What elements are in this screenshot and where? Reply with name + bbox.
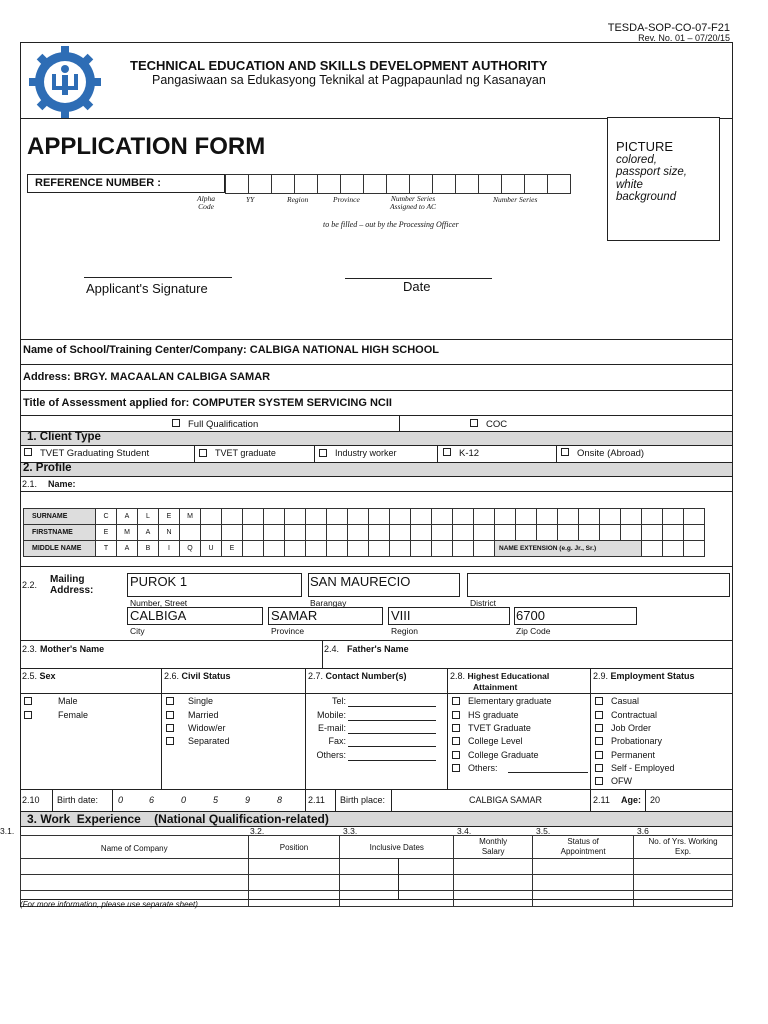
assessment-row: Title of Assessment applied for: COMPUTER SYSTEM SERVICING NCII xyxy=(23,397,392,409)
address-value: BRGY. MACAALAN CALBIGA SAMAR xyxy=(73,371,271,383)
tel-label: Tel: xyxy=(331,696,346,706)
work-col-no-3: 3.3. xyxy=(343,826,358,836)
emp-permanent-checkbox[interactable]: Permanent xyxy=(595,750,655,760)
emp-casual-checkbox[interactable]: Casual xyxy=(595,696,639,706)
education-heading-2: Attainment xyxy=(473,682,518,692)
middlename-letter[interactable]: U xyxy=(201,541,222,557)
revision: Rev. No. 01 – 07/20/15 xyxy=(638,33,730,43)
surname-letter[interactable]: E xyxy=(159,509,180,525)
middlename-letter[interactable]: Q xyxy=(180,541,201,557)
work-col-salary: Monthly Salary xyxy=(454,836,533,859)
picture-desc-1: colored, xyxy=(616,154,657,166)
school-value: CALBIGA NATIONAL HIGH SCHOOL xyxy=(249,344,439,356)
birthdate-digit[interactable]: 8 xyxy=(277,795,283,805)
sex-male-checkbox[interactable]: Male xyxy=(24,696,78,706)
name-grid xyxy=(23,508,705,557)
mother-label[interactable]: Mother's Name xyxy=(40,644,105,654)
assessment-value: COMPUTER SYSTEM SERVICING NCII xyxy=(192,397,392,409)
civil-separated-checkbox[interactable]: Separated xyxy=(166,736,230,746)
work-col-no-6: 3.6 xyxy=(637,826,649,836)
mailing-label-2: Address: xyxy=(50,585,94,596)
father-label[interactable]: Father's Name xyxy=(347,644,409,654)
work-col-years: No. of Yrs. Working Exp. xyxy=(634,836,733,859)
picture-label: PICTURE xyxy=(616,139,674,154)
father-no: 2.4. xyxy=(324,644,340,654)
edu-hs-checkbox[interactable]: HS graduate xyxy=(452,710,519,720)
work-col-dates: Inclusive Dates xyxy=(340,836,454,859)
name-section-label: Name: xyxy=(48,479,76,489)
client-onsite-abroad-checkbox[interactable]: Onsite (Abroad) xyxy=(561,448,644,459)
birthplace-label: Birth place: xyxy=(340,795,386,805)
mother-no: 2.3. xyxy=(22,644,38,654)
edu-college-grad-checkbox[interactable]: College Graduate xyxy=(452,750,539,760)
picture-desc-3: white xyxy=(616,179,643,191)
birthplace-value[interactable]: CALBIGA SAMAR xyxy=(469,795,543,805)
picture-desc-2: passport size, xyxy=(616,166,687,178)
education-heading: 2.8. Highest Educational xyxy=(450,671,550,681)
middlename-letter[interactable]: I xyxy=(159,541,180,557)
ref-sub-yy: YY xyxy=(246,195,255,204)
ref-sub-region: Region xyxy=(287,195,309,204)
birthdate-digit[interactable]: 5 xyxy=(213,795,219,805)
client-k12-checkbox[interactable]: K-12 xyxy=(443,448,479,459)
fax-field[interactable] xyxy=(348,746,436,747)
tel-field[interactable] xyxy=(348,706,436,707)
client-tvet-graduate-checkbox[interactable]: TVET graduate xyxy=(199,448,276,458)
province-field[interactable]: SAMAR xyxy=(271,608,318,623)
district-caption: District xyxy=(470,598,496,608)
city-field[interactable]: CALBIGA xyxy=(130,608,187,623)
birthdate-no: 2.10 xyxy=(22,795,40,805)
employment-heading: 2.9. Employment Status xyxy=(593,671,695,681)
barangay-field[interactable]: SAN MAURECIO xyxy=(310,574,411,589)
ref-sub-alpha: Alpha Code xyxy=(197,194,215,211)
middlename-letter[interactable]: E xyxy=(222,541,243,557)
barangay-caption: Barangay xyxy=(310,598,347,608)
others-field[interactable] xyxy=(348,760,436,761)
edu-tvet-checkbox[interactable]: TVET Graduate xyxy=(452,723,531,733)
work-col-status: Status of Appointment xyxy=(533,836,634,859)
email-field[interactable] xyxy=(348,733,436,734)
ref-sub-series: Number Series xyxy=(493,195,538,204)
surname-letter[interactable]: A xyxy=(117,509,138,525)
mobile-field[interactable] xyxy=(348,720,436,721)
age-no: 2.11 xyxy=(593,795,610,805)
firstname-row xyxy=(24,525,705,541)
civil-heading: 2.6. Civil Status xyxy=(164,671,231,681)
work-experience-table xyxy=(20,835,733,907)
firstname-letter[interactable]: E xyxy=(96,525,117,541)
surname-letter[interactable]: M xyxy=(180,509,201,525)
firstname-letter[interactable]: A xyxy=(138,525,159,541)
edu-college-level-checkbox[interactable]: College Level xyxy=(452,736,523,746)
birthdate-digit[interactable]: 6 xyxy=(149,795,155,805)
birthdate-digit[interactable]: 0 xyxy=(181,795,187,805)
others-label: Others: xyxy=(316,750,346,760)
table-row xyxy=(21,859,733,875)
emp-job-order-checkbox[interactable]: Job Order xyxy=(595,723,651,733)
agency-name-tagalog: Pangasiwaan sa Edukasyong Teknikal at Pagpapaunlad ng Kasanayan xyxy=(152,73,546,87)
address-row: Address: BRGY. MACAALAN CALBIGA SAMAR xyxy=(23,371,271,383)
age-value[interactable]: 20 xyxy=(650,795,661,805)
form-title: APPLICATION FORM xyxy=(27,133,266,160)
street-caption: Number, Street xyxy=(130,598,188,608)
middlename-label: MIDDLE NAME xyxy=(24,541,96,557)
district-field[interactable] xyxy=(467,573,730,597)
reference-label: REFERENCE NUMBER : xyxy=(35,177,161,189)
reference-number-boxes[interactable] xyxy=(225,174,571,194)
firstname-label: FIRSTNAME xyxy=(24,525,96,541)
surname-label: SURNAME xyxy=(24,509,96,525)
client-type-title: 1. Client Type xyxy=(27,431,101,443)
mailing-label-1: Mailing xyxy=(50,574,85,585)
civil-single-checkbox[interactable]: Single xyxy=(166,696,213,706)
street-field[interactable]: PUROK 1 xyxy=(130,574,188,589)
school-row: Name of School/Training Center/Company: CALBIGA NATIONAL HIGH SCHOOL xyxy=(23,344,439,356)
firstname-letter[interactable]: N xyxy=(159,525,180,541)
emp-self-employed-checkbox[interactable]: Self - Employed xyxy=(595,763,675,773)
name-section-no: 2.1. xyxy=(22,479,38,489)
work-col-position: Position xyxy=(248,836,340,859)
middlename-letter[interactable]: B xyxy=(138,541,159,557)
fax-label: Fax: xyxy=(328,736,346,746)
sex-female-checkbox[interactable]: Female xyxy=(24,710,88,720)
civil-married-checkbox[interactable]: Married xyxy=(166,710,219,720)
work-col-no-1: 3.1. xyxy=(0,826,15,836)
work-experience-title: 3. Work Experience (National Qualification-related) xyxy=(27,812,329,826)
zip-caption: Zip Code xyxy=(516,626,551,636)
edu-others-field[interactable] xyxy=(508,772,588,773)
edu-others-checkbox[interactable]: Others: xyxy=(452,763,498,773)
agency-name: TECHNICAL EDUCATION AND SKILLS DEVELOPMENT AUTHORITY xyxy=(130,58,548,73)
profile-title: 2. Profile xyxy=(23,462,72,474)
surname-row xyxy=(24,509,705,525)
city-caption: City xyxy=(130,626,145,636)
surname-letter[interactable]: L xyxy=(138,509,159,525)
middlename-letter[interactable]: T xyxy=(96,541,117,557)
civil-widower-checkbox[interactable]: Widow/er xyxy=(166,723,226,733)
emp-probationary-checkbox[interactable]: Probationary xyxy=(595,736,662,746)
ref-sub-province: Province xyxy=(333,195,360,204)
birthdate-label: Birth date: xyxy=(57,795,99,805)
firstname-letter[interactable]: M xyxy=(117,525,138,541)
signature-label: Applicant's Signature xyxy=(86,281,208,296)
emp-contractual-checkbox[interactable]: Contractual xyxy=(595,710,657,720)
mobile-label: Mobile: xyxy=(316,710,346,720)
form-code: TESDA-SOP-CO-07-F21 xyxy=(607,22,730,34)
full-qualification-checkbox[interactable]: Full Qualification xyxy=(172,419,258,430)
province-caption: Province xyxy=(271,626,305,636)
table-row xyxy=(21,875,733,891)
tesda-logo-icon xyxy=(27,44,103,120)
birthdate-digit[interactable]: 9 xyxy=(245,795,251,805)
ref-sub-series-ac: Number Series Assigned to AC xyxy=(389,194,437,211)
middlename-row xyxy=(24,541,705,557)
emp-ofw-checkbox[interactable]: OFW xyxy=(595,776,632,786)
client-industry-worker-checkbox[interactable]: Industry worker xyxy=(319,448,397,458)
contact-heading: 2.7. Contact Number(s) xyxy=(308,671,407,681)
work-col-no-2: 3.2. xyxy=(250,826,265,836)
email-label: E-mail: xyxy=(317,723,346,733)
surname-letter[interactable]: C xyxy=(96,509,117,525)
picture-desc-4: background xyxy=(616,191,677,203)
edu-elementary-checkbox[interactable]: Elementary graduate xyxy=(452,696,552,706)
birthplace-no: 2.11 xyxy=(308,795,325,805)
mailing-no: 2.2. xyxy=(22,580,38,590)
date-label: Date xyxy=(403,279,431,294)
zip-field[interactable]: 6700 xyxy=(516,608,545,623)
coc-checkbox[interactable]: COC xyxy=(470,419,507,430)
region-caption: Region xyxy=(391,626,418,636)
sex-heading: 2.5. Sex xyxy=(22,671,56,681)
birthdate-digit[interactable]: 0 xyxy=(118,795,124,805)
middlename-letter[interactable]: A xyxy=(117,541,138,557)
reference-note: to be filled – out by the Processing Officer xyxy=(323,220,459,229)
name-extension-label: NAME EXTENSION (e.g. Jr., Sr.) xyxy=(495,541,642,557)
work-col-company: Name of Company xyxy=(21,836,249,859)
client-tvet-graduating-checkbox[interactable]: TVET Graduating Student xyxy=(24,448,149,459)
region-field[interactable]: VIII xyxy=(391,608,411,623)
work-note: (For more information, please use separate sheet) xyxy=(20,900,198,909)
work-col-no-4: 3.4. xyxy=(457,826,472,836)
age-label: Age: xyxy=(621,795,641,805)
work-col-no-5: 3.5. xyxy=(536,826,551,836)
